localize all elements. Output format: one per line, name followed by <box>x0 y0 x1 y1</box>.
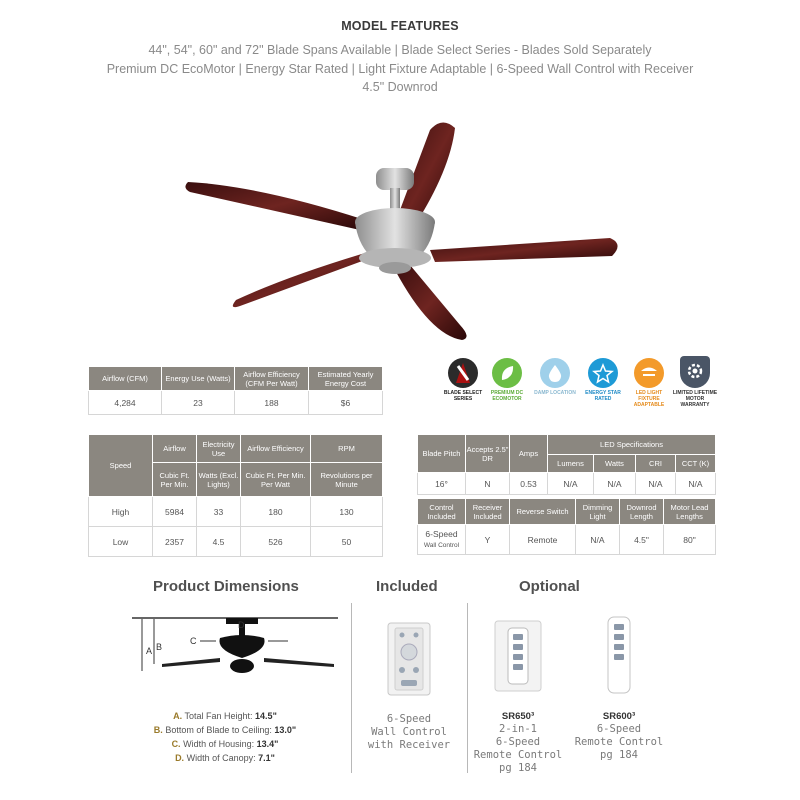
spec-header: Blade Pitch <box>418 435 466 473</box>
blade-select-icon <box>448 358 478 388</box>
badge-label: DAMP LOCATION <box>534 390 576 396</box>
dimension-line-b <box>100 725 350 735</box>
section-divider <box>351 603 352 773</box>
sr650-caption <box>468 710 568 775</box>
table-row <box>89 527 383 557</box>
summary-header: Airflow (CFM) <box>89 367 162 391</box>
damp-location-drop-icon <box>540 358 570 388</box>
features-title: MODEL FEATURES <box>341 19 459 33</box>
dimension-letter-d: D <box>238 620 245 630</box>
spec-header: Amps <box>510 435 548 473</box>
caption-line: Wall Control <box>371 726 447 738</box>
dimension-line-c <box>100 739 350 749</box>
led-light-icon <box>634 358 664 388</box>
control-value-sub: Wall Control <box>423 542 460 549</box>
summary-value-airflow: 4,284 <box>89 391 162 415</box>
speed-value: 50 <box>311 527 383 557</box>
badge-label: LIMITED LIFETIME MOTOR WARRANTY <box>672 390 718 408</box>
speed-col-header: Airflow Efficiency <box>241 435 311 463</box>
dimension-line-d <box>100 753 350 763</box>
dim-text: Bottom of Blade to Ceiling: <box>165 725 272 735</box>
speed-value: 526 <box>241 527 311 557</box>
led-specs-header: LED Specifications <box>548 435 716 455</box>
spec-value: 0.53 <box>510 473 548 495</box>
dim-letter: C. <box>171 739 181 749</box>
badge-label: PREMIUM DC ECOMOTOR <box>490 390 524 402</box>
product-dimensions-title: Product Dimensions <box>153 578 299 595</box>
speed-name: Low <box>89 527 153 557</box>
badge-label: ENERGY STAR RATED <box>585 390 621 402</box>
speed-value: 33 <box>197 497 241 527</box>
summary-header: Estimated Yearly Energy Cost <box>309 367 383 391</box>
control-header: Control Included <box>418 499 466 525</box>
speed-value: 4.5 <box>197 527 241 557</box>
led-subheader: Watts <box>594 455 636 473</box>
speed-col-unit: Cubic Ft. Per Min. Per Watt <box>241 463 311 497</box>
speed-col-header: RPM <box>311 435 383 463</box>
caption-line: 6-Speed <box>596 723 642 735</box>
speed-name: High <box>89 497 153 527</box>
summary-value-energy: 23 <box>162 391 235 415</box>
speed-value: 130 <box>311 497 383 527</box>
dimension-letter-b: B <box>156 642 163 652</box>
caption-line: with Receiver <box>367 739 451 751</box>
dim-text: Width of Canopy: <box>186 753 256 763</box>
control-value: N/A <box>576 525 620 555</box>
speed-col-unit: Revolutions per Minute <box>311 463 383 497</box>
spec-value: N/A <box>636 473 676 495</box>
dim-value: 14.5" <box>255 711 277 721</box>
table-row <box>418 473 716 495</box>
dim-value: 7.1" <box>258 753 275 763</box>
summary-header: Airflow Efficiency (CFM Per Watt) <box>235 367 309 391</box>
sr600-model: SR600³ <box>602 711 636 722</box>
speed-value: 5984 <box>153 497 197 527</box>
control-value <box>418 525 466 555</box>
speed-value: 2357 <box>153 527 197 557</box>
dim-letter: B. <box>153 725 163 735</box>
ecomotor-leaf-icon <box>492 358 522 388</box>
speed-col-unit: Cubic Ft. Per Min. <box>153 463 197 497</box>
spec-value: N/A <box>676 473 716 495</box>
control-header: Dimming Light <box>576 499 620 525</box>
summary-value-cost: $6 <box>309 391 383 415</box>
dimension-letter-a: A <box>146 646 153 656</box>
control-value: Remote <box>510 525 576 555</box>
energy-star-icon <box>588 358 618 388</box>
control-header: Downrod Length <box>620 499 664 525</box>
dim-text: Width of Housing: <box>183 739 255 749</box>
spec-value: 16° <box>418 473 466 495</box>
control-spec-table <box>417 498 716 555</box>
caption-line: Remote Control <box>574 736 664 748</box>
sr650-remote-image <box>494 620 542 692</box>
sr600-remote-image <box>606 616 632 694</box>
spec-table <box>417 434 716 495</box>
dim-letter: D. <box>175 753 185 763</box>
speed-header: Speed <box>89 435 153 497</box>
summary-table <box>88 366 383 415</box>
speed-table <box>88 434 383 557</box>
sr600-caption <box>568 710 670 762</box>
dimension-letter-c: C <box>190 636 197 646</box>
led-subheader: CRI <box>636 455 676 473</box>
dim-text: Total Fan Height: <box>184 711 253 721</box>
summary-value-efficiency: 188 <box>235 391 309 415</box>
caption-line: 6-Speed <box>386 713 432 725</box>
ceiling-fan-image <box>180 110 630 350</box>
caption-line: pg 184 <box>600 749 638 761</box>
control-header: Reverse Switch <box>510 499 576 525</box>
features-line-3: 4.5" Downrod <box>362 80 438 94</box>
speed-col-unit: Watts (Excl. Lights) <box>197 463 241 497</box>
control-header: Receiver Included <box>466 499 510 525</box>
caption-line: pg 184 <box>499 762 537 774</box>
control-header: Motor Lead Lengths <box>664 499 716 525</box>
control-value: 80" <box>664 525 716 555</box>
badge-label: BLADE SELECT SERIES <box>443 390 483 402</box>
features-line-1: 44", 54", 60" and 72" Blade Spans Available | Blade Select Series - Blades Sold Separately <box>148 43 652 57</box>
dim-value: 13.4" <box>256 739 279 749</box>
control-value: 4.5" <box>620 525 664 555</box>
features-line-2: Premium DC EcoMotor | Energy Star Rated | Light Fixture Adaptable | 6-Speed Wall Control with Receiver <box>106 62 694 76</box>
table-row <box>89 497 383 527</box>
dim-value: 13.0" <box>274 725 297 735</box>
included-title: Included <box>376 578 438 595</box>
spec-value: N/A <box>548 473 594 495</box>
table-row <box>418 525 716 555</box>
speed-col-header: Electricity Use <box>197 435 241 463</box>
included-caption <box>362 713 456 752</box>
spec-value: N <box>466 473 510 495</box>
control-value: Y <box>466 525 510 555</box>
fan-dimension-diagram <box>128 614 350 684</box>
optional-title: Optional <box>519 578 580 595</box>
badge-label: LED LIGHT FIXTURE ADAPTABLE <box>633 390 665 408</box>
caption-line: Remote Control <box>473 749 563 761</box>
speed-col-header: Airflow <box>153 435 197 463</box>
warranty-shield-icon <box>680 356 710 388</box>
caption-line: 6-Speed <box>495 736 541 748</box>
led-subheader: Lumens <box>548 455 594 473</box>
dim-letter: A. <box>173 711 183 721</box>
spec-header: Accepts 2.5" DR <box>466 435 510 473</box>
summary-header: Energy Use (Watts) <box>162 367 235 391</box>
caption-line: 2-in-1 <box>499 723 537 735</box>
led-subheader: CCT (K) <box>676 455 716 473</box>
wall-control-image <box>387 622 431 696</box>
spec-value: N/A <box>594 473 636 495</box>
dimension-line-a <box>100 711 350 721</box>
sr650-model: SR650³ <box>501 711 535 722</box>
speed-value: 180 <box>241 497 311 527</box>
control-value-main: 6-Speed <box>425 529 458 539</box>
